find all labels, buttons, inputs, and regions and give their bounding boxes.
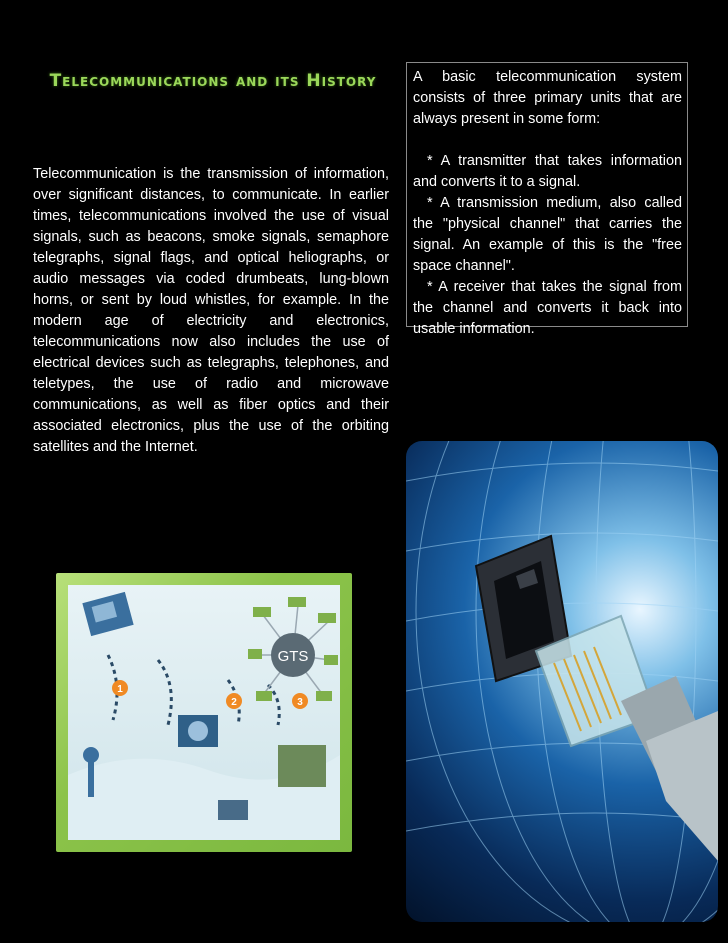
satellite-icon [82,592,133,636]
badge-1: 1 [117,684,123,695]
globe-cable-image [406,441,718,922]
gts-hub [248,597,338,701]
box-intro: A basic telecommunication system consists of three primary units that are always present in some form: [413,69,682,127]
system-units-box [406,62,688,337]
globe-cable-svg [406,441,718,922]
box-item-medium: * A transmission medium, also called the "physical channel" that carries the signal. An example of this is the "free space channel". [413,195,682,274]
box-item-transmitter: * A transmitter that takes information and converts it to a signal. [413,153,682,190]
page-title: Telecommunications and its History [49,71,377,91]
badge-3: 3 [297,697,303,708]
history-paragraph: Telecommunication is the transmission of information, over significant distances, to communicate. In earlier times, telecommunications involved the use of visual signals, such as beacons, smoke signals, semaphore telegraphs, signal flags, and optical heliographs, or audio messages via coded drumbeats, lung-blown horns, or sent by loud whistles, for example. In the modern age of electricity and electronics, telecommunications now also includes the use of electrical devices such as telegraphs, telephones, and teletypes, the use of radio and microwave communications, as well as fiber optics and their associated electronics, plus the use of the orbiting satellites and the Internet. [33,166,389,455]
hub-label: GTS [277,648,309,665]
badge-2: 2 [231,697,237,708]
network-cable-icon [536,616,718,861]
network-diagram-svg [68,585,340,840]
box-item-receiver: * A receiver that takes the signal from the channel and converts it back into usable information. [413,279,682,337]
network-diagram-image [56,573,352,852]
